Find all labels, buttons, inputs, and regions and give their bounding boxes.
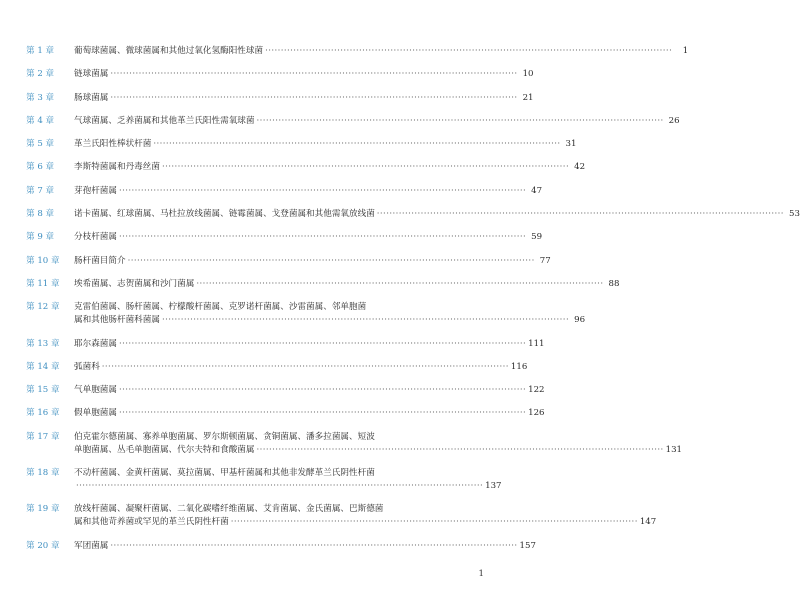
chapter-page: 131 [665,444,683,455]
page-number: 1 [478,569,484,579]
chapter-page: 21 [522,92,534,103]
chapter-title: 气单胞菌属 [74,385,117,396]
toc-entry[interactable] [26,231,543,244]
chapter-title: 不动杆菌属、金黄杆菌属、莫拉菌属、甲基杆菌属和其他非发酵革兰氏阴性杆菌 [74,468,375,479]
chapter-number: 第 16 章 [26,408,60,419]
toc-entry[interactable] [26,138,577,151]
chapter-page: 88 [608,278,620,289]
chapter-page: 47 [531,185,543,196]
chapter-number: 第 8 章 [26,209,55,220]
chapter-number: 第 13 章 [26,338,60,349]
dot-leader [162,314,569,327]
dot-leader [102,361,509,374]
chapter-number: 第 15 章 [26,385,60,396]
dot-leader [110,540,517,553]
dot-leader [196,278,603,291]
toc-entry[interactable] [26,338,545,351]
chapter-page: 42 [574,162,586,173]
table-of-contents [26,45,800,563]
toc-entry[interactable] [26,185,543,198]
chapter-title: 假单胞菌属 [74,408,117,419]
chapter-number: 第 19 章 [26,504,60,515]
toc-entry[interactable] [26,161,586,174]
dot-leader [76,480,483,493]
chapter-title: 葡萄球菌属、微球菌属和其他过氧化氢酶阳性球菌 [74,46,264,56]
chapter-page: 26 [668,115,680,126]
chapter-title: 分枝杆菌属 [74,232,117,243]
dot-leader [119,407,526,420]
chapter-number: 第 12 章 [26,302,60,313]
dot-leader [128,255,535,268]
chapter-title: 军团菌属 [74,540,109,551]
dot-leader [377,208,784,221]
chapter-page: 116 [510,361,528,372]
dot-leader [153,138,560,151]
chapter-number: 第 2 章 [26,69,55,80]
toc-entry[interactable] [26,503,657,529]
toc-entry[interactable] [26,467,502,493]
dot-leader [256,444,663,457]
dot-leader [231,516,638,529]
chapter-number: 第 10 章 [26,255,60,266]
dot-leader [110,92,517,105]
chapter-page: 96 [574,315,586,326]
chapter-number: 第 6 章 [26,162,55,173]
chapter-page: 10 [522,69,534,80]
dot-leader [119,231,526,244]
dot-leader [119,185,526,198]
toc-entry[interactable] [26,384,545,397]
toc-entry[interactable] [26,45,689,58]
toc-entry[interactable] [26,68,534,81]
chapter-page: 137 [485,481,502,492]
dot-leader [256,115,663,128]
chapter-title-continued: 属和其他苛养菌或罕见的革兰氏阴性杆菌 [74,517,229,528]
chapter-page: 122 [528,385,545,396]
toc-entry[interactable] [26,278,620,291]
chapter-title: 链球菌属 [74,69,109,80]
chapter-page: 126 [528,408,545,419]
dot-leader [162,161,569,174]
chapter-title-continued: 单胞菌属、丛毛单胞菌属、代尔夫特和食酸菌属 [74,444,255,455]
chapter-page: 77 [539,255,551,266]
toc-entry[interactable] [26,92,534,105]
chapter-title: 埃希菌属、志贺菌属和沙门菌属 [74,278,195,289]
dot-leader [265,45,672,58]
chapter-page: 1 [682,46,689,56]
chapter-title: 肠球菌属 [74,92,109,103]
chapter-page: 111 [528,338,545,349]
dot-leader [119,384,526,397]
chapter-number: 第 18 章 [26,468,60,479]
chapter-page: 147 [639,517,657,528]
chapter-number: 第 4 章 [26,115,55,126]
chapter-title: 克雷伯菌属、肠杆菌属、柠檬酸杆菌属、克罗诺杆菌属、沙雷菌属、邻单胞菌 [74,302,367,313]
toc-entry[interactable] [26,115,680,128]
toc-entry[interactable] [26,540,536,553]
chapter-number: 第 17 章 [26,431,60,442]
toc-entry[interactable] [26,301,586,327]
toc-entry[interactable] [26,255,551,268]
chapter-number: 第 7 章 [26,185,55,196]
dot-leader [110,68,517,81]
chapter-title: 芽孢杆菌属 [74,185,117,196]
chapter-page: 31 [565,139,577,150]
toc-entry[interactable] [26,431,683,457]
dot-leader [119,338,526,351]
toc-entry[interactable] [26,361,528,374]
chapter-title: 弧菌科 [74,361,100,372]
chapter-title-continued: 属和其他肠杆菌科菌属 [74,315,160,326]
chapter-title: 革兰氏阳性棒状杆菌 [74,139,152,150]
chapter-title: 肠杆菌目简介 [74,255,126,266]
chapter-number: 第 5 章 [26,139,55,150]
chapter-page: 59 [531,232,543,243]
chapter-title: 气球菌属、乏养菌属和其他革兰氏阳性需氧球菌 [74,115,255,126]
chapter-title: 耶尔森菌属 [74,338,117,349]
chapter-number: 第 20 章 [26,540,60,551]
chapter-title: 李斯特菌属和丹毒丝菌 [74,162,160,173]
chapter-title: 诺卡菌属、红球菌属、马杜拉放线菌属、链霉菌属、戈登菌属和其他需氧放线菌 [74,209,375,220]
chapter-title: 放线杆菌属、凝聚杆菌属、二氧化碳嗜纤维菌属、艾肯菌属、金氏菌属、巴斯德菌 [74,504,384,515]
chapter-number: 第 1 章 [26,46,55,56]
chapter-number: 第 11 章 [26,278,60,289]
toc-entry[interactable] [26,407,545,420]
chapter-number: 第 14 章 [26,361,60,372]
toc-entry[interactable] [26,208,800,221]
chapter-page: 53 [788,209,800,220]
chapter-number: 第 9 章 [26,232,55,243]
chapter-number: 第 3 章 [26,92,55,103]
chapter-page: 157 [519,540,536,551]
chapter-title: 伯克霍尔德菌属、寡养单胞菌属、罗尔斯顿菌属、贪铜菌属、潘多拉菌属、短波 [74,431,375,442]
